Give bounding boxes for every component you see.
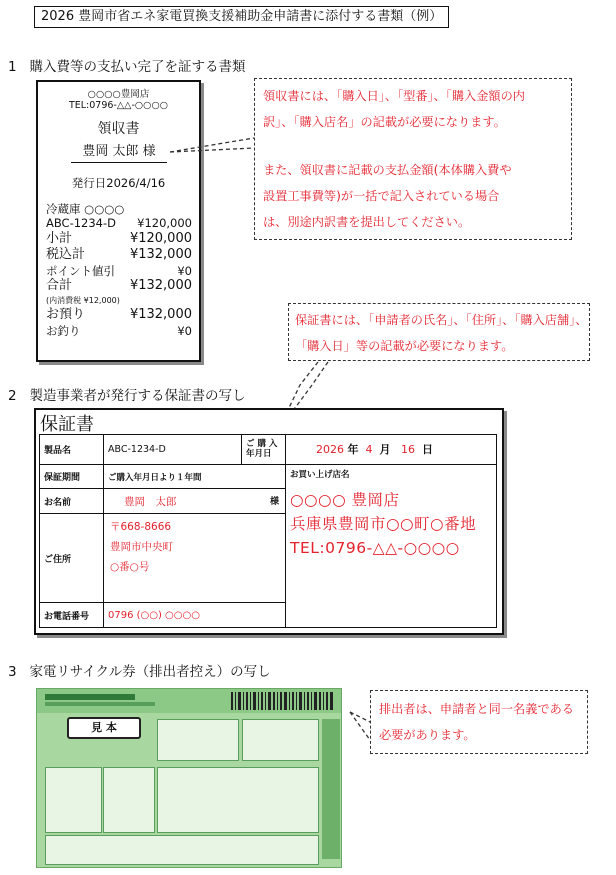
purchase-date-label: ご 購 入 年月日 — [242, 435, 286, 465]
warranty-period-label: 保証期間 — [40, 464, 104, 489]
recycle-ticket-image — [36, 688, 342, 868]
receipt-line: (内消費税 ¥12,000) — [46, 296, 120, 305]
purchase-date-value: 2026 年 4 月 16 日 — [286, 435, 497, 465]
receipt-line: お預り ¥132,000 — [46, 307, 192, 322]
address-label: ご住所 — [40, 514, 104, 603]
name-value: 豊岡 太郎 様 — [104, 489, 286, 514]
barcode-icon — [231, 692, 335, 710]
address-line-1: 豊岡市中央町 — [110, 541, 173, 554]
callout-line: 領収書には、「購入日」、「型番」、「購入金額の内 — [263, 89, 525, 103]
warranty-title: 保証書 — [40, 414, 94, 435]
section-title: 製造事業者が発行する保証書の写し — [29, 388, 246, 404]
ticket-callout — [370, 690, 588, 754]
receipt-store-tel: TEL:0796-△△-○○○○ — [68, 100, 169, 111]
postal-code: 〒668-8666 — [110, 521, 172, 534]
callout-line: 設置工事費等)が一括で記入されている場合 — [263, 189, 500, 203]
product-label: 製品名 — [40, 435, 104, 465]
section-title: 家電リサイクル券（排出者控え）の写し — [29, 664, 271, 680]
address-value — [104, 514, 286, 603]
store-tel: TEL:0796-△△-○○○○ — [290, 538, 460, 557]
receipt-line: お釣り ¥0 — [46, 324, 192, 338]
receipt-line: ポイント値引 ¥0 — [46, 264, 192, 278]
receipt-title: 領収書 — [97, 121, 140, 137]
receipt-line: 冷蔵庫 ○○○○ — [46, 202, 125, 216]
product-value: ABC-1234-D — [104, 435, 242, 465]
store-name: ○○○○ 豊岡店 — [290, 490, 400, 509]
callout-line: 必要があります。 — [379, 728, 476, 742]
callout-line: 訳」、「購入店名」の記載が必要になります。 — [263, 115, 506, 129]
store-address: 兵庫県豊岡市○○町○番地 — [290, 514, 477, 533]
callout-line: は、別途内訳書を提出してください。 — [263, 215, 471, 229]
section-title: 購入費等の支払い完了を証する書類 — [29, 59, 246, 75]
receipt-store-name: ○○○○豊岡店 — [87, 89, 150, 100]
callout-line: 「購入日」等の記載が必要になります。 — [295, 339, 514, 353]
receipt-customer-name: 豊岡 太郎 様 — [71, 142, 167, 163]
receipt-line: 小計 ¥120,000 — [46, 231, 192, 246]
receipt-line: ABC-1234-D ¥120,000 — [46, 216, 192, 230]
phone-label: お電話番号 — [40, 603, 104, 628]
document-title: 2026 豊岡市省エネ家電買換支援補助金申請書に添付する書類（例） — [34, 6, 449, 28]
address-line-2: ○番○号 — [110, 561, 150, 574]
sample-stamp: 見 本 — [67, 717, 141, 739]
warranty-table — [39, 434, 497, 628]
receipt-line: 合計 ¥132,000 — [46, 278, 192, 293]
receipt-issue-date: 発行日2026/4/16 — [71, 176, 166, 190]
callout-line: また、領収書に記載の支払金額(本体購入費や — [263, 163, 512, 177]
warranty-example — [34, 408, 504, 635]
store-label: お買い上げ店名 — [290, 469, 350, 480]
name-label: お名前 — [40, 489, 104, 514]
callout-line: 保証書には、「申請者の氏名」、「住所」、「購入店舗」、 — [295, 313, 588, 327]
section-number: 2 — [8, 388, 17, 404]
warranty-period-value: ご購入年月日より１年間 — [104, 464, 286, 489]
section-3-heading — [8, 660, 271, 680]
section-number: 3 — [8, 664, 17, 680]
phone-value: 0796 (○○) ○○○○ — [104, 603, 286, 628]
section-number: 1 — [8, 59, 17, 75]
callout-line: 排出者は、申請者と同一名義である — [379, 702, 574, 716]
section-2-heading — [8, 384, 245, 404]
store-cell — [286, 464, 497, 627]
receipt-line: 税込計 ¥132,000 — [46, 247, 192, 262]
